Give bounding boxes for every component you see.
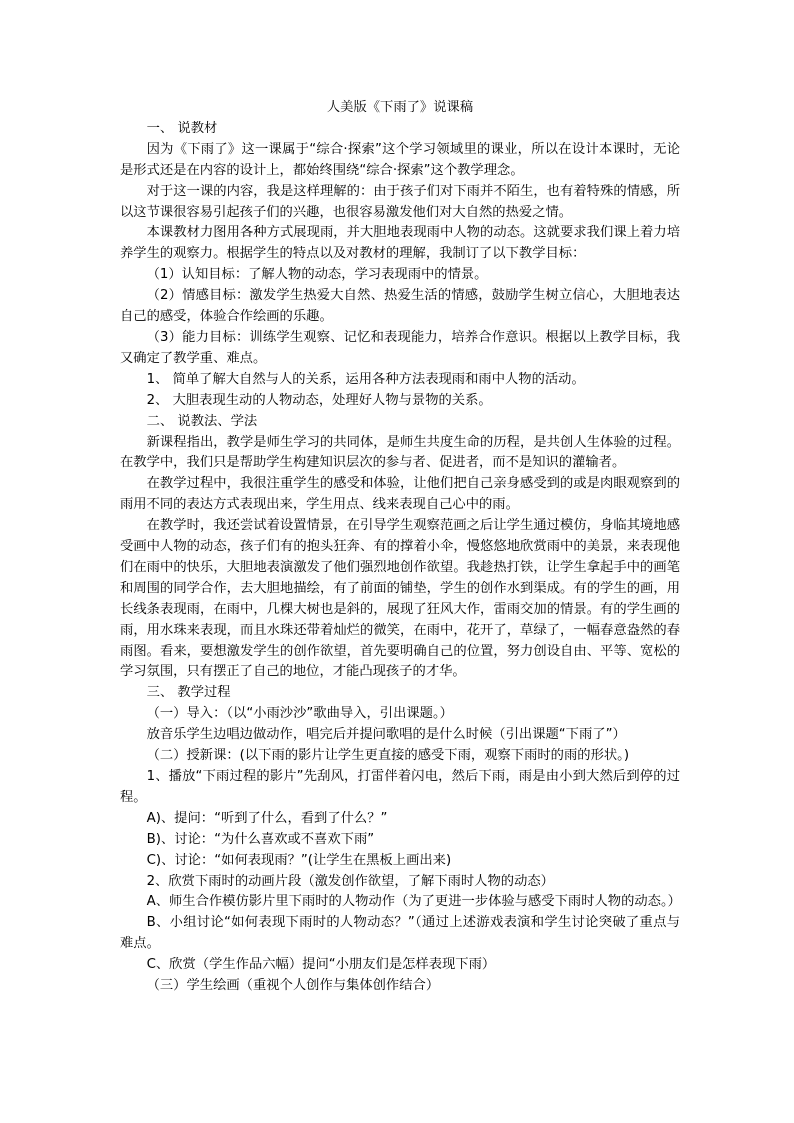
section-heading-3: 三、 教学过程 — [146, 685, 231, 701]
sub-item: C、欣赏（学生作品六幅）提问“小朋友们是怎样表现下雨） — [146, 957, 496, 973]
goal-item: （2）情感目标：激发学生热爱大自然、热爱生活的情感，鼓励学生树立信心，大胆地表达自己的感受，体验合作绘画的乐趣。 — [120, 288, 680, 325]
step-heading: （二）授新课：(以下雨的影片让学生更直接的感受下雨，观察下雨时的雨的形状。) — [146, 748, 630, 764]
section-heading-2: 二、 说教法、学法 — [146, 413, 258, 429]
paragraph: 在教学时，我还尝试着设置情景，在引导学生观察范画之后让学生通过模仿，身临其境地感受画中人物的动态，孩子们有的抱头狂奔、有的撑着小伞，慢悠悠地欣赏雨中的美景，来表现他们在雨中的快乐，大胆地表演激发了他们强烈地创作欲望。我趁热打铁，让学生拿起手中的画笔和周围的同学合作，去大胆地描绘，有了前面的铺垫，学生的创作水到渠成。有的学生的画，用长线条表现雨，在雨中，几棵大树也是斜的，展现了狂风大作，雷雨交加的情景。有的学生画的雨，用水珠来表现，而且水珠还带着灿烂的微笑，在雨中，花开了，草绿了，一幅春意盎然的春雨图。看来，要想激发学生的创作欲望，首先要明确自己的位置，努力创设自由、平等、宽松的学习氛围，只有摆正了自己的地位，才能凸现孩子的才华。 — [120, 518, 680, 680]
paragraph: 新课程指出，教学是师生学习的共同体，是师生共度生命的历程，是共创人生体验的过程。在教学中，我们只是帮助学生构建知识层次的参与者、促进者，而不是知识的灌输者。 — [120, 434, 680, 471]
document-page — [120, 98, 680, 997]
sub-item: A)、提问：“听到了什么，看到了什么？” — [146, 810, 388, 826]
key-point-item: 1、 简单了解大自然与人的关系，运用各种方法表现雨和雨中人物的活动。 — [146, 371, 585, 387]
goal-item: （1）认知目标：了解人物的动态，学习表现雨中的情景。 — [146, 267, 488, 283]
step-heading: （三）学生绘画（重视个人创作与集体创作结合） — [146, 978, 440, 994]
document-title: 人美版《下雨了》说课稿 — [326, 100, 474, 115]
goal-item: （3）能力目标：训练学生观察、记忆和表现能力，培养合作意识。根据以上教学目标，我又确定了教学重、难点。 — [120, 329, 680, 366]
sub-item: B)、讨论：“为什么喜欢或不喜欢下雨” — [146, 831, 375, 847]
paragraph: 本课教材力图用各种方式展现雨，并大胆地表现雨中人物的动态。这就要求我们课上着力培养学生的观察力。根据学生的特点以及对教材的理解，我制订了以下教学目标： — [120, 225, 680, 262]
sub-item: C)、讨论：“如何表现雨？”(让学生在黑板上画出来) — [146, 852, 452, 868]
paragraph: 放音乐学生边唱边做动作，唱完后并提问歌唱的是什么时候（引出课题“下雨了”） — [146, 727, 626, 743]
key-point-item: 2、 大胆表现生动的人物动态，处理好人物与景物的关系。 — [146, 392, 492, 408]
paragraph: 在教学过程中，我很注重学生的感受和体验，让他们把自己亲身感受到的或是肉眼观察到的雨用不同的表达方式表现出来，学生用点、线来表现自己心中的雨。 — [120, 476, 680, 513]
paragraph: 1、播放“下雨过程的影片”先刮风，打雷伴着闪电，然后下雨，雨是由小到大然后到停的过程。 — [120, 769, 680, 805]
paragraph: 对于这一课的内容，我是这样理解的：由于孩子们对下雨并不陌生，也有着特殊的情感，所以这节课很容易引起孩子们的兴趣，也很容易激发他们对大自然的热爱之情。 — [120, 183, 680, 220]
paragraph: 2、欣赏下雨时的动画片段（激发创作欲望，了解下雨时人物的动态） — [146, 873, 554, 889]
sub-item: A、师生合作模仿影片里下雨时的人物动作（为了更进一步体验与感受下雨时人物的动态。） — [146, 894, 681, 910]
step-heading: （一）导入：（以“小雨沙沙”歌曲导入，引出课题。） — [146, 706, 453, 722]
paragraph: 因为《下雨了》这一课属于“综合·探索”这个学习领域里的课业，所以在设计本课时，无论是形式还是在内容的设计上，都始终围绕“综合·探索”这个教学理念。 — [120, 141, 680, 178]
sub-item: B、小组讨论“如何表现下雨时的人物动态？”（通过上述游戏表演和学生讨论突破了重点与难点。 — [120, 915, 680, 952]
section-heading-1: 一、 说教材 — [146, 120, 218, 136]
